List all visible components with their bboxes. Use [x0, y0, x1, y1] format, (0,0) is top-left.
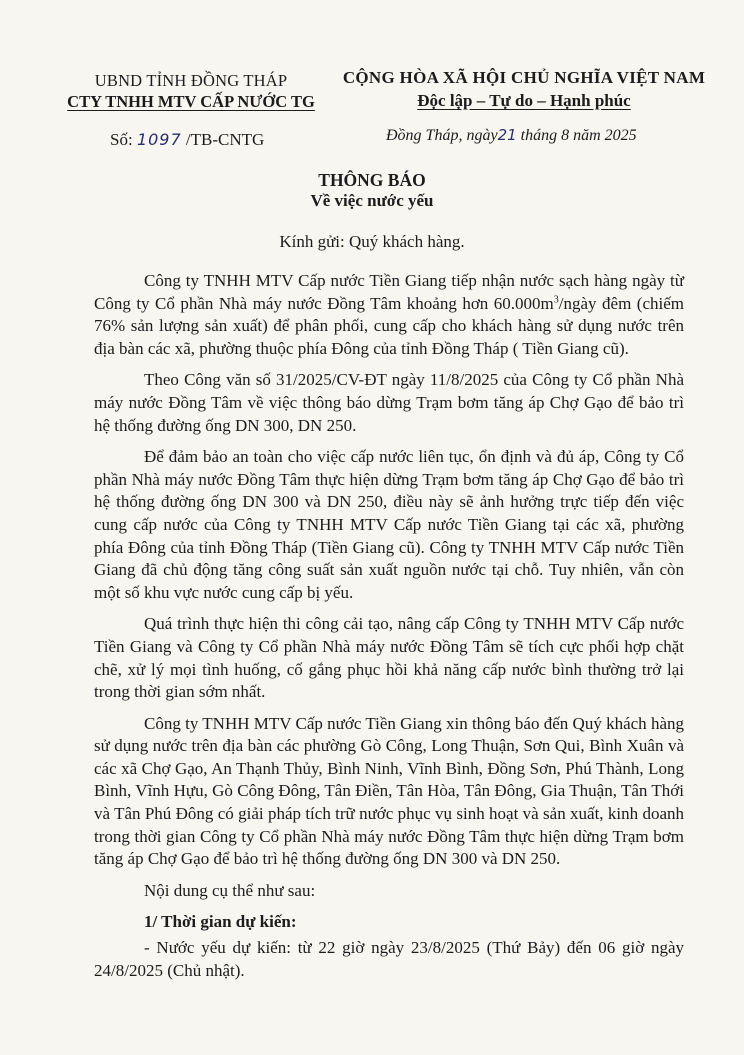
place-date-prefix: Đồng Tháp, ngày — [386, 127, 498, 144]
paragraph-1 — [94, 270, 684, 360]
document-title: THÔNG BÁO — [318, 170, 426, 190]
section-1-item: - Nước yếu dự kiến: từ 22 giờ ngày 23/8/2025 (Thứ Bảy) đến 06 giờ ngày 24/8/2025 (Chủ nhật). — [94, 938, 684, 980]
paragraph-6: Nội dung cụ thể như sau: — [144, 880, 316, 900]
paragraph-5: Công ty TNHH MTV Cấp nước Tiền Giang xin thông báo đến Quý khách hàng sử dụng nước trên địa bàn các phường Gò Công, Long Thuận, Sơn Qui, Bình Xuân và các xã Chợ Gạo, An Thạnh Thủy, Bình Ninh, Vĩnh Bình, Đồng Sơn, Phú Thành, Long Bình, Vĩnh Hựu, Gò Công Đông, Tân Điền, Tân Hòa, Tân Đông, Gia Thuận, Tân Thới và Tân Phú Đông có giải pháp tích trữ nước phục vụ sinh hoạt và sản xuất, kinh doanh trong thời gian Công ty Cổ phần Nhà máy nước Đồng Tâm thực hiện dừng Trạm bơm tăng áp Chợ Gạo để bảo trì hệ thống đường ống DN 300 và DN 250. — [94, 713, 684, 869]
greeting: Kính gửi: Quý khách hàng. — [279, 232, 465, 251]
document-number-suffix: /TB-CNTG — [181, 130, 265, 149]
paragraph-3: Để đảm bảo an toàn cho việc cấp nước liên tục, ổn định và đủ áp, Công ty Cổ phần Nhà máy nước Đồng Tâm thực hiện dừng Trạm bơm tăng áp Chợ Gạo để bảo trì hệ thống đường ống DN 300 và DN 250, điều này sẽ ảnh hưởng trực tiếp đến việc cung cấp nước của Công ty TNHH MTV Cấp nước Tiền Giang tại các xã, phường phía Đông của tỉnh Đồng Tháp (Tiền Giang cũ). Công ty TNHH MTV Cấp nước Tiền Giang đã chủ động tăng công suất sản xuất nguồn nước tại chỗ. Tuy nhiên, vẫn còn một số khu vực nước cung cấp bị yếu. — [94, 447, 684, 602]
section-1-heading: 1/ Thời gian dự kiến: — [144, 912, 297, 932]
issuer-header — [52, 70, 330, 112]
cubic-superscript: 3 — [553, 293, 559, 305]
document-subtitle: Về việc nước yếu — [310, 191, 434, 210]
issuer-parent-org: UBND TỈNH ĐỒNG THÁP — [94, 71, 288, 90]
national-header — [338, 66, 710, 112]
place-date — [386, 126, 637, 145]
paragraph-4: Quá trình thực hiện thi công cải tạo, nâng cấp Công ty TNHH MTV Cấp nước Tiền Giang và Công ty Cổ phần Nhà máy nước Đồng Tâm sẽ tích cực phối hợp chặt chẽ, xử lý mọi tình huống, cố gắng phục hồi khả năng cấp nước bình thường trở lại trong thời gian sớm nhất. — [94, 614, 684, 702]
document-number-handwritten: 1097 — [136, 130, 182, 149]
place-date-suffix: tháng 8 năm 2025 — [516, 127, 637, 144]
issuer-org: CTY TNHH MTV CẤP NƯỚC TG — [67, 92, 315, 111]
document-number — [110, 130, 264, 150]
paragraph-1-text-cont: /ngày đêm (chiếm 76% sản lượng sản xuất) để phân phối, cung cấp cho khách hàng sử dụng nước trên địa bàn các xã, phường thuộc phía Đông của tỉnh Đồng Tháp ( Tiền Giang cũ). — [94, 293, 684, 358]
document-number-prefix: Số: — [110, 130, 137, 149]
national-title: CỘNG HÒA XÃ HỘI CHỦ NGHĨA VIỆT NAM — [342, 68, 706, 87]
paragraph-2: Theo Công văn số 31/2025/CV-ĐT ngày 11/8/2025 của Công ty Cổ phần Nhà máy nước Đồng Tâm về việc thông báo dừng Trạm bơm tăng áp Chợ Gạo để bảo trì hệ thống đường ống DN 300, DN 250. — [94, 370, 684, 435]
document-body — [94, 270, 684, 982]
paragraph-1-text: Công ty TNHH MTV Cấp nước Tiền Giang tiếp nhận nước sạch hàng ngày từ Công ty Cổ phần Nhà máy nước Đồng Tâm khoảng hơn 60.000m — [94, 271, 684, 313]
place-date-day: 21 — [497, 126, 517, 144]
national-motto: Độc lập – Tự do – Hạnh phúc — [417, 91, 631, 110]
